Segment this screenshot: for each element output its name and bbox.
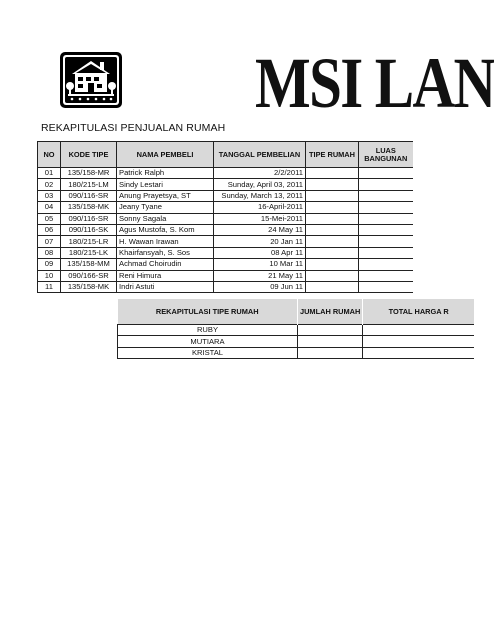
cell-tanggal-pembelian: 15-Mei-2011 — [214, 213, 306, 224]
cell-tanggal-pembelian: 16-April-2011 — [214, 202, 306, 213]
report-heading: REKAPITULASI PENJUALAN RUMAH — [41, 122, 226, 134]
sales-row — [38, 224, 413, 235]
recap-row — [118, 336, 475, 347]
cell-tanggal-pembelian: Sunday, March 13, 2011 — [214, 190, 306, 201]
cell-nama-pembeli: Sindy Lestari — [117, 179, 214, 190]
cell-no: 05 — [38, 213, 61, 224]
cell-tanggal-pembelian: 20 Jan 11 — [214, 236, 306, 247]
cell-tipe-rumah — [306, 270, 359, 281]
cell-tanggal-pembelian: 2/2/2011 — [214, 168, 306, 179]
sales-row — [38, 281, 413, 292]
cell-luas-bangunan — [359, 259, 413, 270]
recap-cell-tipe: KRISTAL — [118, 347, 298, 358]
recap-cell-tipe: MUTIARA — [118, 336, 298, 347]
sales-table — [37, 141, 413, 293]
col-header-tanggal-pembelian: TANGGAL PEMBELIAN — [214, 142, 306, 168]
recap-header-tipe: REKAPITULASI TIPE RUMAH — [118, 299, 298, 325]
cell-luas-bangunan — [359, 168, 413, 179]
sales-row — [38, 202, 413, 213]
cell-kode-tipe: 135/158-MK — [61, 281, 117, 292]
recap-cell-total — [363, 325, 474, 336]
cell-no: 01 — [38, 168, 61, 179]
cell-luas-bangunan — [359, 213, 413, 224]
cell-tipe-rumah — [306, 281, 359, 292]
cell-nama-pembeli: Khairfansyah, S. Sos — [117, 247, 214, 258]
cell-nama-pembeli: Indri Astuti — [117, 281, 214, 292]
sales-row — [38, 236, 413, 247]
cell-nama-pembeli: Sonny Sagala — [117, 213, 214, 224]
cell-nama-pembeli: Reni Himura — [117, 270, 214, 281]
col-header-luas-bangunan: LUAS BANGUNAN — [359, 142, 413, 168]
sales-row — [38, 179, 413, 190]
cell-luas-bangunan — [359, 179, 413, 190]
recap-cell-total — [363, 336, 474, 347]
recap-table — [117, 299, 474, 359]
cell-no: 10 — [38, 270, 61, 281]
col-header-kode-tipe: KODE TIPE — [61, 142, 117, 168]
cell-no: 08 — [38, 247, 61, 258]
cell-tipe-rumah — [306, 190, 359, 201]
cell-nama-pembeli: Jeany Tyane — [117, 202, 214, 213]
sales-row — [38, 270, 413, 281]
recap-cell-tipe: RUBY — [118, 325, 298, 336]
cell-nama-pembeli: Patrick Ralph — [117, 168, 214, 179]
sales-header-row — [38, 142, 413, 168]
cell-tanggal-pembelian: 09 Jun 11 — [214, 281, 306, 292]
recap-cell-jumlah — [297, 336, 362, 347]
cell-nama-pembeli: H. Wawan Irawan — [117, 236, 214, 247]
cell-kode-tipe: 180/215-LK — [61, 247, 117, 258]
sales-row — [38, 247, 413, 258]
cell-kode-tipe: 135/158-MR — [61, 168, 117, 179]
cell-tipe-rumah — [306, 259, 359, 270]
cell-tanggal-pembelian: 24 May 11 — [214, 224, 306, 235]
cell-kode-tipe: 135/158-MM — [61, 259, 117, 270]
recap-cell-total — [363, 347, 474, 358]
cell-kode-tipe: 090/116-SR — [61, 213, 117, 224]
cell-nama-pembeli: Agus Mustofa, S. Kom — [117, 224, 214, 235]
col-header-no: NO — [38, 142, 61, 168]
cell-kode-tipe: 090/166-SR — [61, 270, 117, 281]
house-logo-icon — [60, 52, 122, 108]
cell-tipe-rumah — [306, 202, 359, 213]
cell-tanggal-pembelian: Sunday, April 03, 2011 — [214, 179, 306, 190]
recap-header-row — [118, 299, 475, 325]
cell-nama-pembeli: Achmad Choirudin — [117, 259, 214, 270]
cell-luas-bangunan — [359, 270, 413, 281]
col-header-nama-pembeli: NAMA PEMBELI — [117, 142, 214, 168]
cell-tanggal-pembelian: 08 Apr 11 — [214, 247, 306, 258]
cell-nama-pembeli: Anung Prayetsya, ST — [117, 190, 214, 201]
cell-tipe-rumah — [306, 236, 359, 247]
sales-row — [38, 259, 413, 270]
cell-no: 07 — [38, 236, 61, 247]
recap-row — [118, 347, 475, 358]
recap-header-total: TOTAL HARGA R — [363, 299, 474, 325]
cell-no: 09 — [38, 259, 61, 270]
cell-tipe-rumah — [306, 179, 359, 190]
cell-tipe-rumah — [306, 247, 359, 258]
recap-header-jumlah: JUMLAH RUMAH — [297, 299, 362, 325]
cell-tipe-rumah — [306, 224, 359, 235]
sales-row — [38, 168, 413, 179]
cell-kode-tipe: 090/116-SR — [61, 190, 117, 201]
cell-luas-bangunan — [359, 281, 413, 292]
cell-tanggal-pembelian: 10 Mar 11 — [214, 259, 306, 270]
cell-luas-bangunan — [359, 190, 413, 201]
cell-no: 03 — [38, 190, 61, 201]
recap-cell-jumlah — [297, 347, 362, 358]
cell-kode-tipe: 180/215-LM — [61, 179, 117, 190]
cell-tipe-rumah — [306, 168, 359, 179]
cell-luas-bangunan — [359, 236, 413, 247]
cell-luas-bangunan — [359, 202, 413, 213]
cell-no: 02 — [38, 179, 61, 190]
cell-luas-bangunan — [359, 247, 413, 258]
recap-cell-jumlah — [297, 325, 362, 336]
cell-luas-bangunan — [359, 224, 413, 235]
cell-tanggal-pembelian: 21 May 11 — [214, 270, 306, 281]
sales-row — [38, 190, 413, 201]
cell-no: 11 — [38, 281, 61, 292]
recap-row — [118, 325, 475, 336]
cell-no: 06 — [38, 224, 61, 235]
cell-tipe-rumah — [306, 213, 359, 224]
cell-kode-tipe: 180/215-LR — [61, 236, 117, 247]
cell-kode-tipe: 135/158-MK — [61, 202, 117, 213]
brand-title: MSI LAN — [255, 43, 494, 123]
col-header-tipe-rumah: TIPE RUMAH — [306, 142, 359, 168]
cell-kode-tipe: 090/116-SK — [61, 224, 117, 235]
sales-row — [38, 213, 413, 224]
cell-no: 04 — [38, 202, 61, 213]
